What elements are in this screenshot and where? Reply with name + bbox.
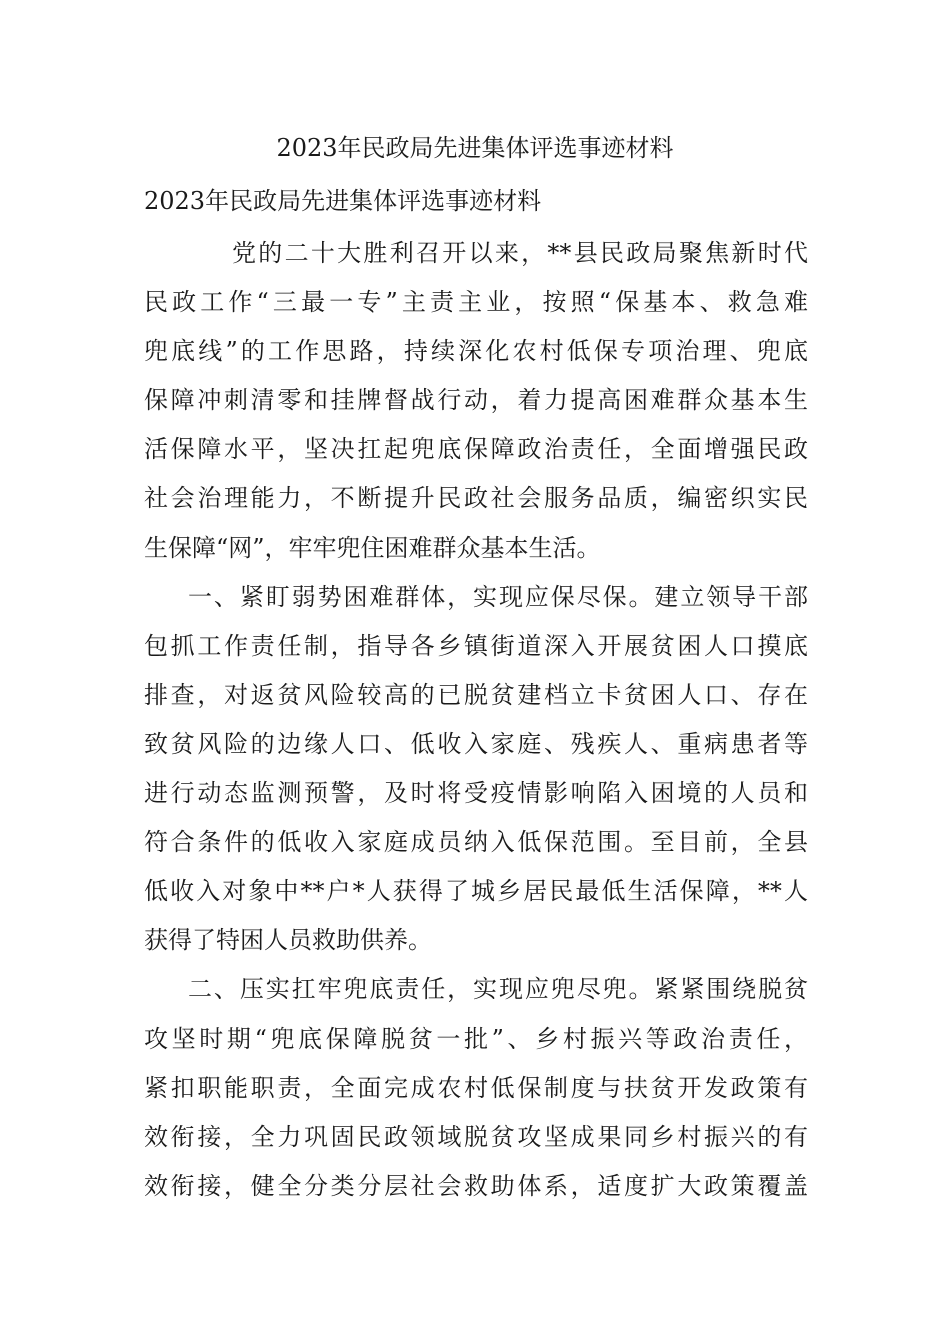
paragraph-line: 保障冲刺清零和挂牌督战行动，着力提高困难群众基本生 — [144, 386, 808, 415]
paragraph-line: 党的二十大胜利召开以来，**县民政局聚焦新时代 — [232, 239, 808, 267]
document-subtitle: 2023年民政局先进集体评选事迹材料 — [144, 187, 542, 215]
paragraph-line: 社会治理能力，不断提升民政社会服务品质，编密织实民 — [144, 484, 808, 513]
paragraph-line: 一、紧盯弱势困难群体，实现应保尽保。建立领导干部 — [188, 582, 808, 611]
paragraph-line: 符合条件的低收入家庭成员纳入低保范围。至目前，全县 — [144, 828, 808, 857]
paragraph-line: 排查，对返贫风险较高的已脱贫建档立卡贫困人口、存在 — [144, 680, 808, 709]
paragraph-line: 攻坚时期“兜底保障脱贫一批”、乡村振兴等政治责任， — [144, 1024, 808, 1053]
paragraph-line: 低收入对象中**户*人获得了城乡居民最低生活保障，**人 — [144, 877, 808, 906]
paragraph-line: 致贫风险的边缘人口、低收入家庭、残疾人、重病患者等 — [144, 729, 808, 758]
paragraph-line: 包抓工作责任制，指导各乡镇街道深入开展贫困人口摸底 — [144, 631, 808, 660]
paragraph-line: 紧扣职能职责，全面完成农村低保制度与扶贫开发政策有 — [144, 1073, 808, 1102]
paragraph-line: 效衔接，健全分类分层社会救助体系，适度扩大政策覆盖 — [144, 1171, 808, 1200]
paragraph-line: 活保障水平，坚决扛起兜底保障政治责任，全面增强民政 — [144, 435, 808, 464]
paragraph-line: 二、压实扛牢兜底责任，实现应兜尽兜。紧紧围绕脱贫 — [188, 975, 808, 1004]
paragraph-line: 进行动态监测预警，及时将受疫情影响陷入困境的人员和 — [144, 779, 808, 808]
paragraph-line: 获得了特困人员救助供养。 — [144, 926, 432, 955]
paragraph-line: 生保障“网”，牢牢兜住困难群众基本生活。 — [144, 533, 601, 562]
paragraph-line: 民政工作“三最一专”主责主业，按照“保基本、救急难 — [144, 288, 808, 317]
paragraph-line: 兜底线”的工作思路，持续深化农村低保专项治理、兜底 — [144, 337, 808, 366]
document-body — [144, 229, 808, 1211]
document-title: 2023年民政局先进集体评选事迹材料 — [276, 134, 674, 162]
paragraph-line: 效衔接，全力巩固民政领域脱贫攻坚成果同乡村振兴的有 — [144, 1122, 808, 1151]
